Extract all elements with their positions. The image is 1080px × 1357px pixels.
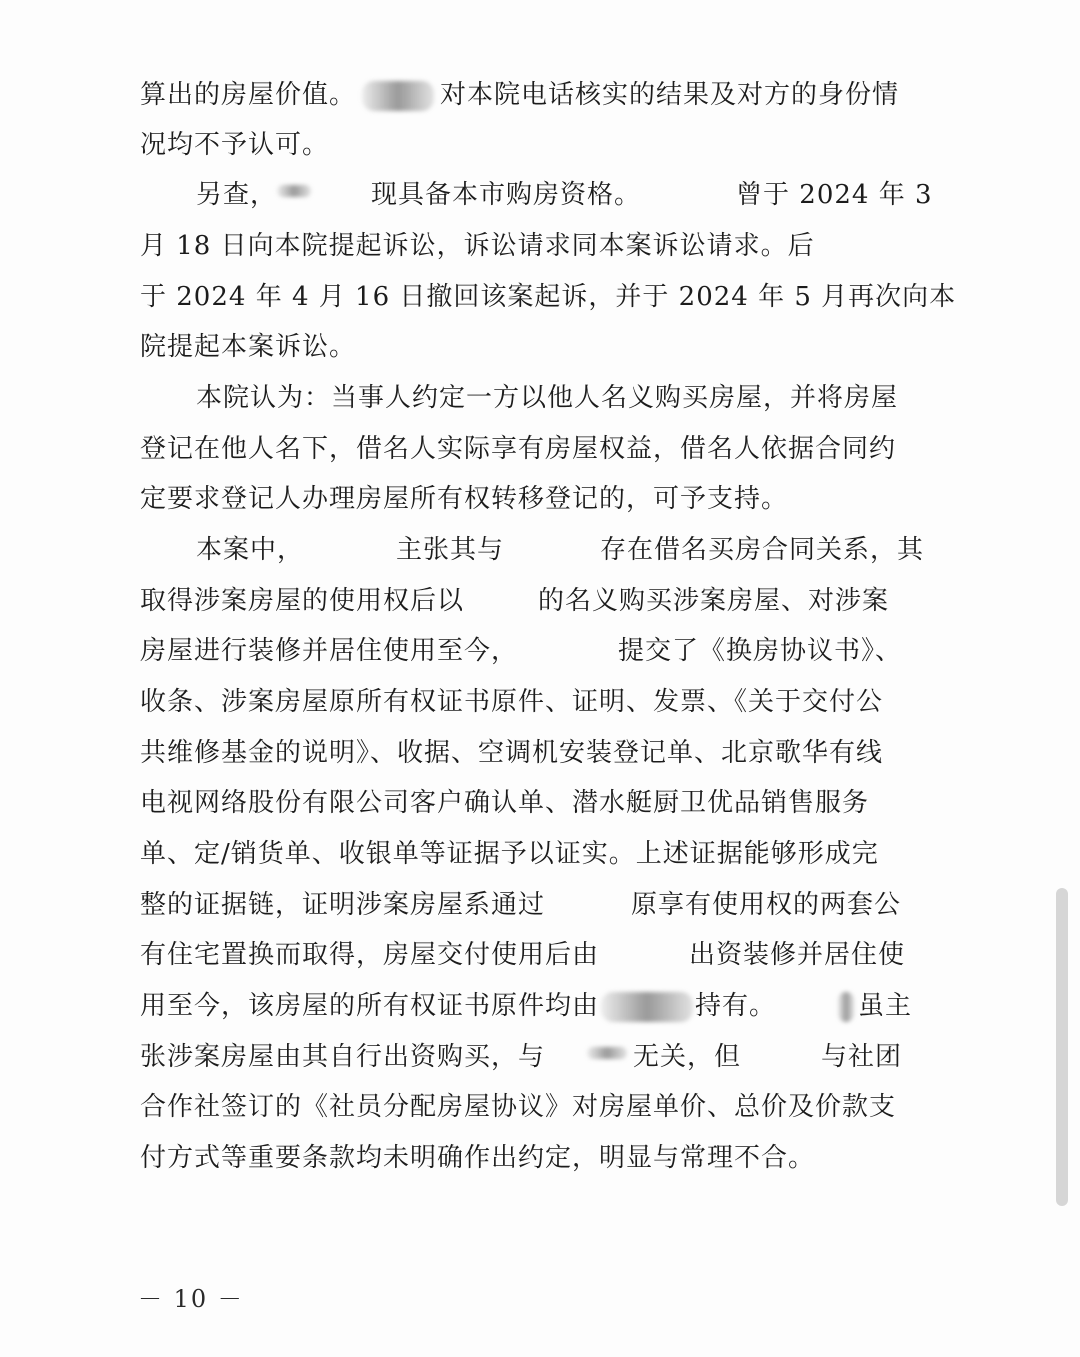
text-segment: 电视网络股份有限公司客户确认单、潜水艇厨卫优品销售服务 [140, 788, 870, 818]
text-segment: 另查， [196, 180, 278, 210]
text-segment: 院提起本案诉讼。 [140, 332, 357, 362]
vertical-scrollbar[interactable] [1056, 888, 1068, 1206]
text-line [140, 479, 940, 519]
text-segment: 存在借名买房合同关系，其 [600, 535, 925, 565]
text-segment: 曾于 2024 年 3 [736, 180, 933, 210]
text-line [140, 885, 940, 925]
text-segment: 登记在他人名下，借名人实际享有房屋权益，借名人依据合同约 [140, 434, 897, 464]
text-segment: 于 2024 年 4 月 16 日撤回该案起诉，并于 2024 年 5 月再次向本 [140, 282, 957, 312]
text-line [140, 1138, 940, 1178]
text-line [140, 631, 940, 671]
text-segment: 提交了《换房协议书》、 [618, 636, 903, 666]
text-segment: 况均不予认可。 [140, 130, 330, 160]
text-segment: 用至今，该房屋的所有权证书原件均由 [140, 991, 600, 1021]
redaction-mark [362, 81, 434, 111]
text-segment: 定要求登记人办理房屋所有权转移登记的，可予支持。 [140, 484, 789, 514]
text-segment: 收条、涉案房屋原所有权证书原件、证明、发票、《关于交付公 [140, 687, 884, 717]
text-line [140, 935, 940, 975]
text-segment: 原享有使用权的两套公 [631, 890, 902, 920]
text-line [140, 530, 940, 570]
text-segment: 出资装修并居住使 [689, 940, 906, 970]
text-line [140, 125, 940, 165]
text-line [140, 175, 940, 215]
text-segment: 持有。 [695, 991, 777, 1021]
text-segment: 无关，但 [633, 1042, 742, 1072]
text-line [140, 682, 940, 722]
text-line [140, 733, 940, 773]
text-line [140, 226, 940, 266]
text-line [140, 834, 940, 874]
text-segment: 本案中， [196, 535, 305, 565]
text-line [140, 75, 940, 115]
text-line [140, 378, 940, 418]
text-segment: 单、定/销货单、收银单等证据予以证实。上述证据能够形成完 [140, 839, 879, 869]
text-segment: 取得涉案房屋的使用权后以 [140, 586, 465, 616]
text-segment: 月 18 日向本院提起诉讼，诉讼请求同本案诉讼请求。后 [140, 231, 815, 261]
text-segment: 张涉案房屋由其自行出资购买，与 [140, 1042, 546, 1072]
text-segment: 对本院电话核实的结果及对方的身份情 [440, 80, 900, 110]
text-line [140, 1037, 940, 1077]
text-line [140, 277, 957, 317]
text-line [140, 1087, 940, 1127]
text-segment: 与社团 [821, 1042, 903, 1072]
text-line [140, 429, 940, 469]
redaction-mark [838, 992, 854, 1022]
text-segment: 现具备本市购房资格。 [371, 180, 642, 210]
text-segment: 本院认为：当事人约定一方以他人名义购买房屋，并将房屋 [196, 383, 899, 413]
text-segment: 的名义购买涉案房屋、对涉案 [538, 586, 890, 616]
redaction-mark [601, 992, 693, 1022]
text-segment: 虽主 [858, 991, 913, 1021]
text-segment: 算出的房屋价值。 [140, 80, 357, 110]
text-segment: 付方式等重要条款均未明确作出约定，明显与常理不合。 [140, 1143, 816, 1173]
text-segment: 整的证据链，证明涉案房屋系通过 [140, 890, 546, 920]
text-line [140, 327, 940, 367]
text-line [140, 581, 940, 621]
text-segment: 有住宅置换而取得，房屋交付使用后由 [140, 940, 600, 970]
redaction-mark [277, 185, 311, 197]
text-segment: 主张其与 [396, 535, 505, 565]
redaction-mark [587, 1047, 627, 1059]
text-segment: 房屋进行装修并居住使用至今， [140, 636, 519, 666]
text-segment: 合作社签订的《社员分配房屋协议》对房屋单价、总价及价款支 [140, 1092, 897, 1122]
text-line [140, 783, 940, 823]
page-number: － 10 － [138, 1285, 244, 1313]
text-segment: 共维修基金的说明》、收据、空调机安装登记单、北京歌华有线 [140, 738, 884, 768]
text-line [140, 986, 940, 1026]
